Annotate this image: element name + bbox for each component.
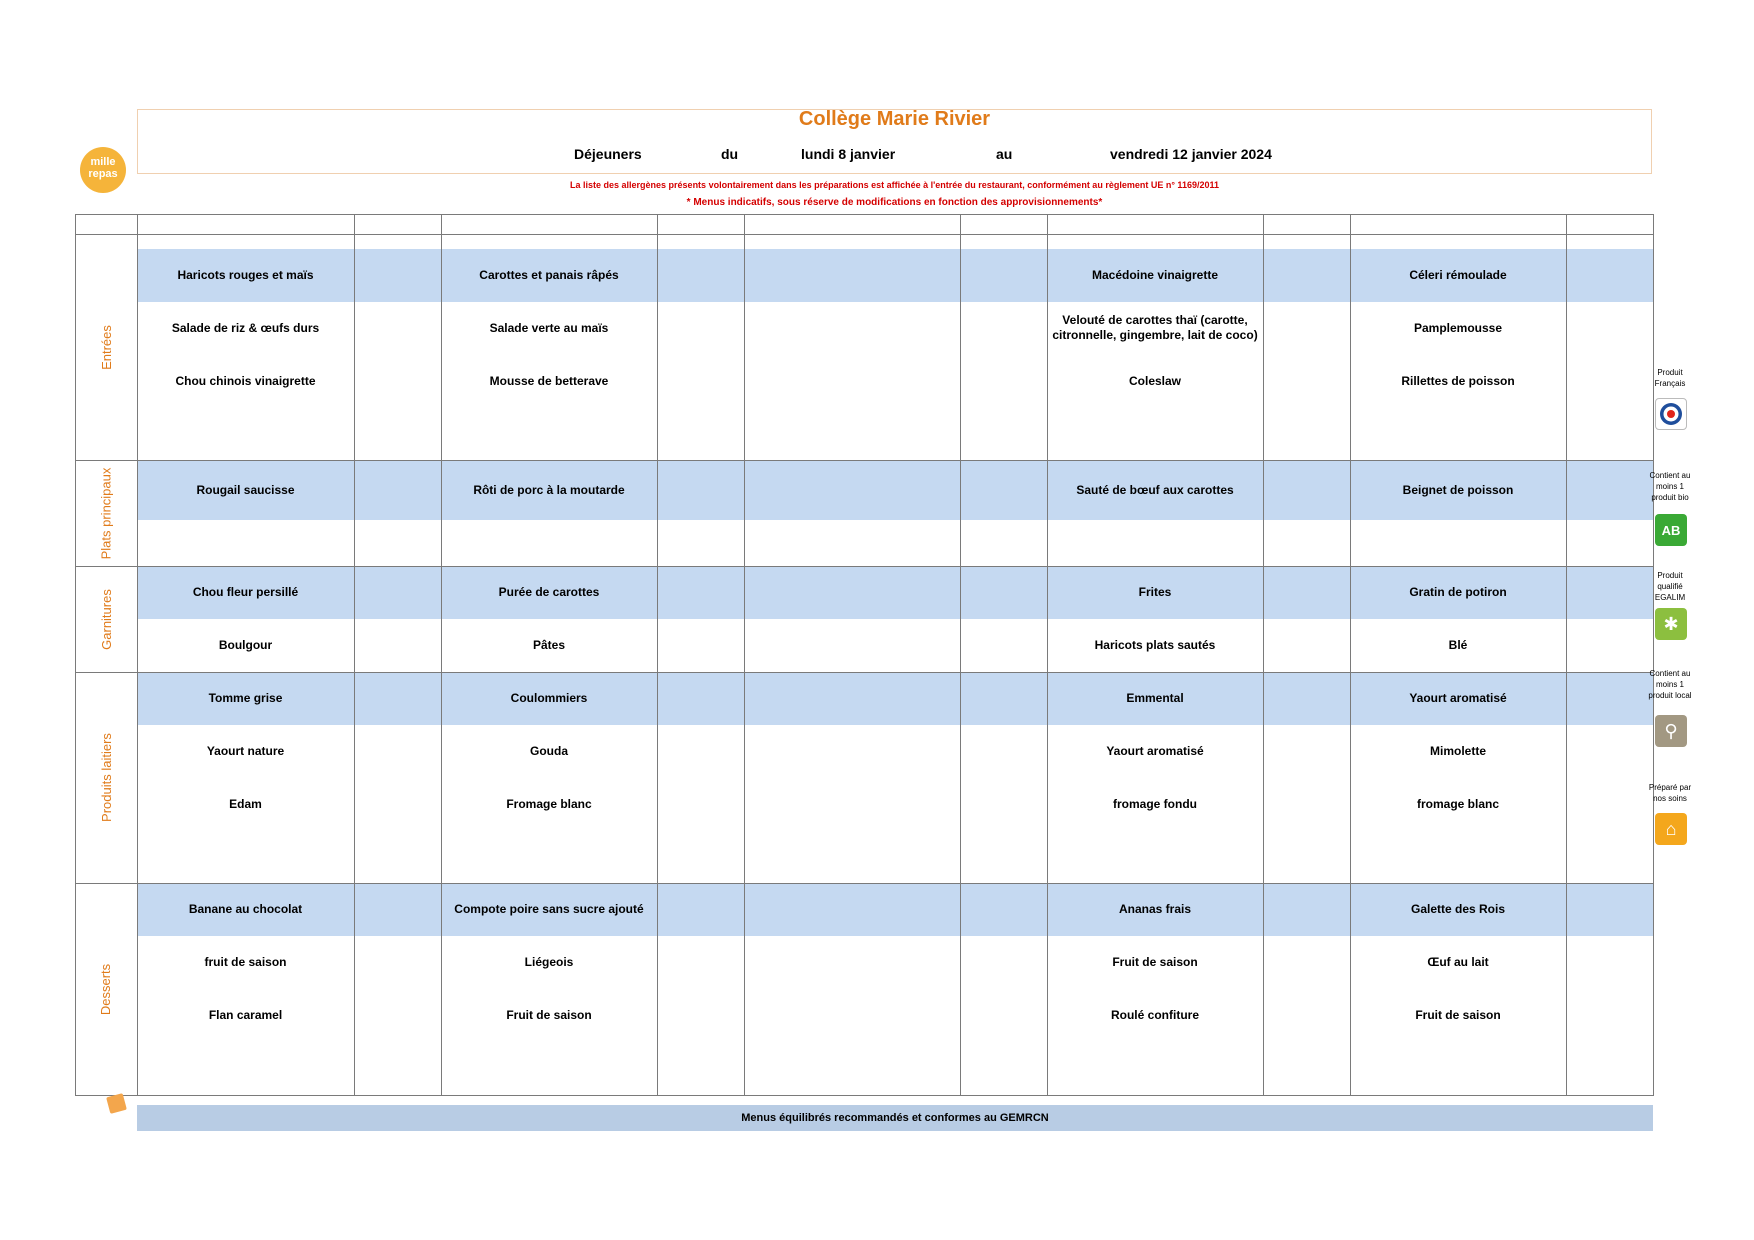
allergen-note: La liste des allergènes présents volontairement dans les préparations est affichée à l'entrée du restaurant, conformément au règlement UE n° 1169/2011 [570, 180, 1219, 190]
school-title: Collège Marie Rivier [798, 108, 991, 130]
homemade-icon: ⌂ [1655, 813, 1687, 845]
from-date: lundi 8 janvier [801, 146, 896, 162]
organic-ab-icon: AB [1655, 514, 1687, 546]
category-label: Produits laitiers [98, 733, 114, 822]
grid-vline [137, 214, 138, 1095]
grid-vline [1566, 214, 1567, 1095]
category-label: Garnitures [98, 588, 114, 650]
dish-cell: Banane au chocolat [188, 902, 303, 916]
grid-vline [1047, 214, 1048, 1095]
week-label [75, 216, 137, 233]
column-header-logos [1263, 216, 1350, 233]
dish-cell: Fruit de saison [506, 1008, 592, 1022]
category-entrees [75, 234, 137, 460]
dish-cell: Gratin de potiron [1409, 585, 1507, 599]
dish-cell: fromage blanc [1416, 797, 1500, 811]
grid-vline [1653, 214, 1654, 1095]
dish-cell: Flan caramel [208, 1008, 283, 1022]
dish-cell: Salade verte au maïs [489, 320, 609, 335]
dish-cell: Pamplemousse [1413, 320, 1503, 335]
grid-hline [75, 1095, 1654, 1096]
dish-cell: Compote poire sans sucre ajouté [454, 902, 644, 916]
column-header-jeudi [1047, 216, 1263, 233]
grid-vline [441, 214, 442, 1095]
dish-cell: Tomme grise [208, 691, 283, 705]
dish-cell: Sauté de bœuf aux carottes [1076, 482, 1234, 497]
dish-cell: Macédoine vinaigrette [1091, 268, 1219, 282]
category-label: Plats principaux [98, 467, 114, 559]
to-date: vendredi 12 janvier 2024 [1110, 146, 1272, 162]
dish-cell: Salade de riz & œufs durs [171, 320, 320, 335]
dish-cell: Coulommiers [510, 691, 588, 705]
dish-cell: Carottes et panais râpés [479, 268, 619, 282]
dish-cell: Velouté de carottes thaï (carotte, citronnelle, gingembre, lait de coco) [1052, 313, 1258, 342]
category-plats [75, 460, 137, 566]
dish-cell: Emmental [1126, 691, 1184, 705]
dish-cell: Rillettes de poisson [1401, 373, 1515, 388]
french-product-icon [1655, 398, 1687, 430]
dish-cell: Coleslaw [1128, 373, 1182, 388]
indicative-note: * Menus indicatifs, sous réserve de modifications en fonction des approvisionnements* [686, 197, 1103, 208]
grid-vline [1350, 214, 1351, 1095]
dish-cell: Haricots rouges et maïs [177, 268, 314, 282]
dish-cell: fromage fondu [1113, 797, 1197, 811]
dish-cell: Frites [1138, 585, 1172, 599]
grid-hline [75, 234, 1654, 235]
column-header-logos [657, 216, 744, 233]
gemrcn-icon [106, 1093, 127, 1114]
dish-cell: Beignet de poisson [1402, 482, 1514, 497]
dish-cell: Mimolette [1429, 744, 1486, 758]
dish-cell: Ananas frais [1118, 902, 1192, 916]
dish-cell: Céleri rémoulade [1409, 268, 1507, 282]
category-desserts [75, 883, 137, 1095]
meal-label: Déjeuners [574, 146, 642, 162]
column-header-vendredi [1350, 216, 1566, 233]
grid-vline [1263, 214, 1264, 1095]
to-word: au [996, 146, 1013, 162]
dish-cell: Boulgour [218, 638, 273, 652]
legend-label: Produit Français [1654, 368, 1686, 388]
dish-cell: Chou chinois vinaigrette [175, 373, 316, 388]
category-label: Entrées [98, 324, 114, 370]
dish-cell: Yaourt aromatisé [1106, 744, 1204, 758]
footer-bar: Menus équilibrés recommandés et conformes au GEMRCN [137, 1105, 1653, 1131]
dish-cell: Gouda [530, 744, 568, 758]
dish-cell: Œuf au lait [1427, 955, 1489, 969]
mille-repas-logo: mille repas [80, 147, 126, 193]
category-garnitures [75, 566, 137, 672]
local-pin-icon: ⚲ [1655, 715, 1687, 747]
column-header-logos [1566, 216, 1653, 233]
dish-cell: Fromage blanc [506, 797, 592, 811]
dish-cell: Edam [229, 797, 262, 811]
dish-cell: Roulé confiture [1110, 1008, 1199, 1022]
grid-vline [354, 214, 355, 1095]
dish-cell: Yaourt nature [206, 744, 285, 758]
legend-label: Contient au moins 1 produit local [1648, 669, 1692, 700]
legend-label: Préparé par nos soins [1648, 783, 1692, 803]
dish-cell: Rougail saucisse [196, 482, 295, 497]
column-header-logos [354, 216, 441, 233]
egalim-icon: ✱ [1655, 608, 1687, 640]
dish-cell: Fruit de saison [1415, 1008, 1501, 1022]
category-laitiers [75, 672, 137, 883]
grid-vline [960, 214, 961, 1095]
dish-cell: Rôti de porc à la moutarde [473, 482, 625, 497]
dish-cell: Haricots plats sautés [1094, 638, 1216, 652]
dish-cell: Galette des Rois [1410, 902, 1506, 916]
dish-cell: Yaourt aromatisé [1409, 691, 1507, 705]
grid-vline [744, 214, 745, 1095]
from-word: du [721, 146, 739, 162]
category-label: Desserts [98, 963, 114, 1015]
dish-cell: Pâtes [532, 638, 566, 652]
column-header-lundi [137, 216, 354, 233]
column-header-mardi [441, 216, 657, 233]
dish-cell: Liégeois [524, 955, 574, 969]
dish-cell: Chou fleur persillé [192, 585, 299, 599]
legend-label: Contient au moins 1 produit bio [1649, 471, 1691, 502]
column-header-logos [960, 216, 1047, 233]
dish-cell: Fruit de saison [1112, 955, 1198, 969]
grid-hline [75, 214, 1654, 215]
dish-cell: fruit de saison [204, 955, 287, 969]
dish-cell: Purée de carottes [498, 585, 600, 599]
column-header-mercredi [744, 216, 960, 233]
dish-cell: Blé [1448, 638, 1468, 652]
dish-cell: Mousse de betterave [489, 373, 609, 388]
grid-vline [657, 214, 658, 1095]
legend-label: Produit qualifié EGALIM [1654, 571, 1686, 602]
